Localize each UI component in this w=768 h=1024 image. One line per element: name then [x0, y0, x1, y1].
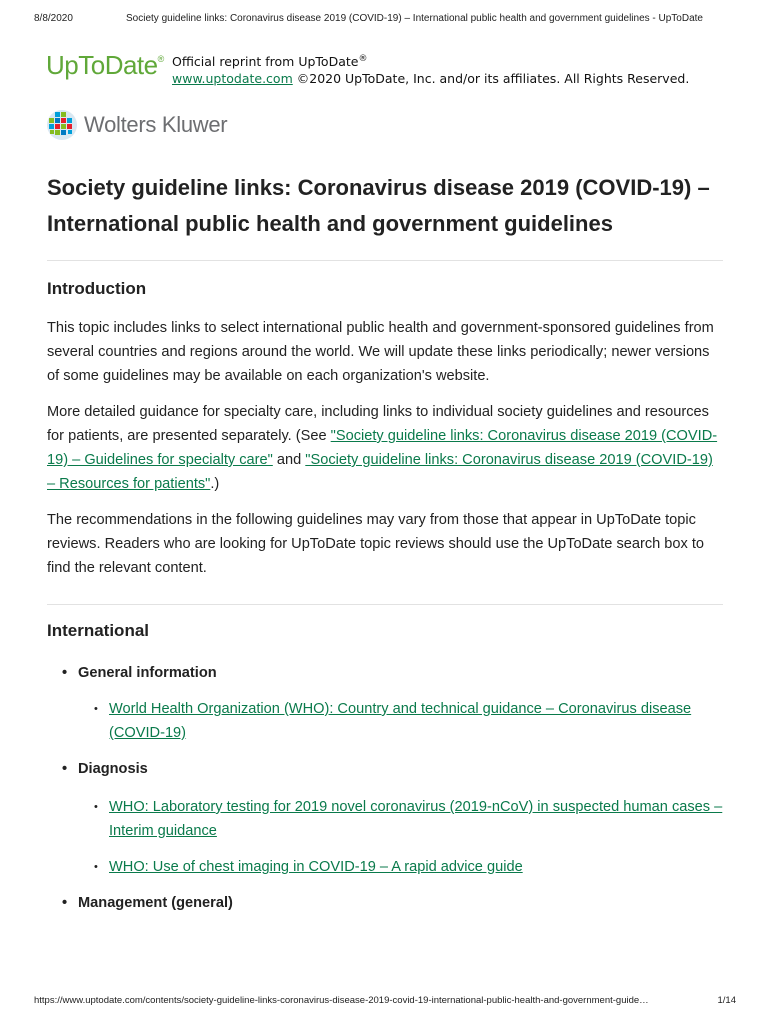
category-general-information: • General information: [47, 661, 723, 685]
print-date: 8/8/2020: [34, 13, 73, 24]
print-page-title: Society guideline links: Coronavirus disease 2019 (COVID-19) – International public health and government guidelines - UpToDate: [126, 13, 703, 24]
who-country-guidance-link[interactable]: World Health Organization (WHO): Country and technical guidance – Coronavirus disease (COVID-19): [109, 701, 692, 741]
article: [47, 170, 723, 915]
intro-paragraph-3: The recommendations in the following guidelines may vary from those that appear in UpToDate topic reviews. Readers who are looking for UpToDate topic reviews should use the UpToDate search box to find the relevant content.: [47, 512, 705, 576]
who-lab-testing-link[interactable]: WHO: Laboratory testing for 2019 novel coronavirus (2019-nCoV) in suspected human cases – Interim guidance: [109, 799, 723, 839]
print-footer: [34, 995, 736, 1006]
international-heading: International: [47, 621, 150, 640]
list-item: [47, 855, 723, 879]
wolters-kluwer-wordmark: Wolters Kluwer: [84, 112, 228, 137]
section-divider: [47, 604, 723, 605]
intro-paragraph-1: This topic includes links to select international public health and government-sponsored guidelines from several countries and regions around the world. We will update these links periodically; newer versions of some guidelines may be available on each organization's website.: [47, 320, 714, 384]
list-item: [47, 795, 723, 843]
wolters-kluwer-mark-icon: [46, 109, 78, 141]
resources-for-patients-link[interactable]: "Society guideline links: Coronavirus disease 2019 (COVID-19) – Resources for patients": [47, 452, 713, 492]
reprint-notice: Official reprint from UpToDate® www.uptodate.com ©2020 UpToDate, Inc. and/or its affiliates. All Rights Reserved.: [172, 54, 690, 87]
uptodate-logo[interactable]: UpToDate®: [46, 50, 164, 80]
page-number: 1/14: [717, 995, 736, 1006]
wolters-kluwer-logo[interactable]: [46, 108, 227, 142]
guideline-list: [47, 661, 723, 915]
category-diagnosis: • Diagnosis: [47, 757, 723, 781]
intro-paragraph-2: More detailed guidance for specialty care, including links to individual society guidelines and resources for patients, are presented separately. (See "Society guideline links: Coronavirus disease 2019 (COVID-19) – Guidelines for specialty care" and "Society guideline links: Coronavirus disease 2019 (COVID-19) – Resources for patients".): [47, 404, 718, 492]
copyright-text: ©2020 UpToDate, Inc. and/or its affiliates. All Rights Reserved.: [292, 71, 690, 87]
category-management-general: • Management (general): [47, 891, 723, 915]
print-header: [34, 13, 736, 24]
who-chest-imaging-link[interactable]: WHO: Use of chest imaging in COVID-19 – A rapid advice guide: [109, 859, 523, 875]
specialty-care-link[interactable]: "Society guideline links: Coronavirus disease 2019 (COVID-19) – Guidelines for specialty care": [47, 428, 718, 468]
print-url: https://www.uptodate.com/contents/society-guideline-links-coronavirus-disease-2019-covid-19-international-public-health-and-government-guide…: [34, 995, 649, 1006]
article-title: Society guideline links: Coronavirus disease 2019 (COVID-19) – International public health and government guidelines: [47, 175, 710, 236]
title-divider: [47, 260, 723, 261]
brand-bar: [46, 48, 726, 88]
uptodate-site-link[interactable]: www.uptodate.com: [172, 71, 293, 87]
introduction-heading: Introduction: [47, 279, 147, 298]
list-item: [47, 697, 723, 745]
